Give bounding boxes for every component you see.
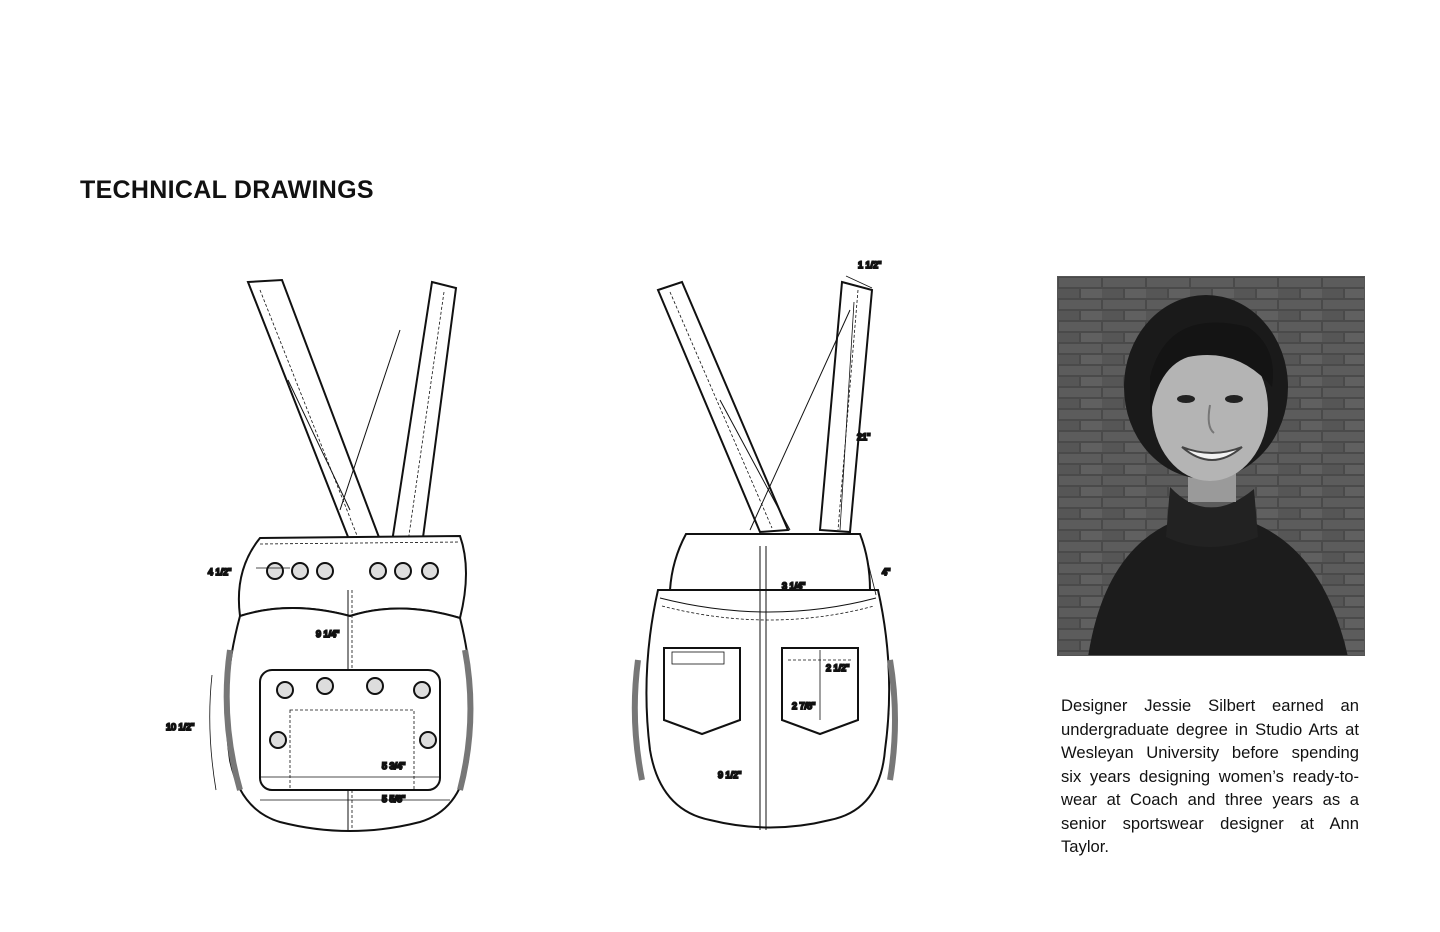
back-waistband xyxy=(670,534,870,590)
dim-center-length: 9 1/4" xyxy=(316,629,340,639)
dim-pocket-flap: 2 1/2" xyxy=(826,663,850,673)
designer-portrait xyxy=(1057,276,1365,656)
dim-strap-width-back: 1 1/2" xyxy=(858,260,882,270)
page-title: TECHNICAL DRAWINGS xyxy=(80,176,374,204)
dim-strap-length: 21" xyxy=(857,432,871,442)
dim-pocket-depth: 2 7/8" xyxy=(792,701,816,711)
dim-back-length: 9 1/2" xyxy=(718,770,742,780)
front-body xyxy=(227,590,472,831)
dim-pocket-width: 5 3/4" xyxy=(382,761,406,771)
back-view-drawing xyxy=(600,250,940,840)
dim-waistband-height: 4" xyxy=(882,567,891,577)
dim-hem-width: 5 5/8" xyxy=(382,794,406,804)
front-straps xyxy=(248,280,456,545)
back-straps xyxy=(658,282,872,532)
front-waistband xyxy=(239,536,466,618)
designer-bio: Designer Jessie Silbert earned an undergraduate degree in Studio Arts at Wesleyan University before spending six years designing women’s ready-to-wear at Coach and three years as a senior sportswear designer at Ann Taylor. xyxy=(1061,696,1359,856)
dim-yoke-depth: 3 1/4" xyxy=(782,581,806,591)
designer-portrait-photo-icon xyxy=(1058,277,1365,656)
dim-strap-width: 4 1/2" xyxy=(208,567,232,577)
dim-side-length: 10 1/2" xyxy=(166,722,195,732)
front-view-drawing xyxy=(160,270,520,840)
